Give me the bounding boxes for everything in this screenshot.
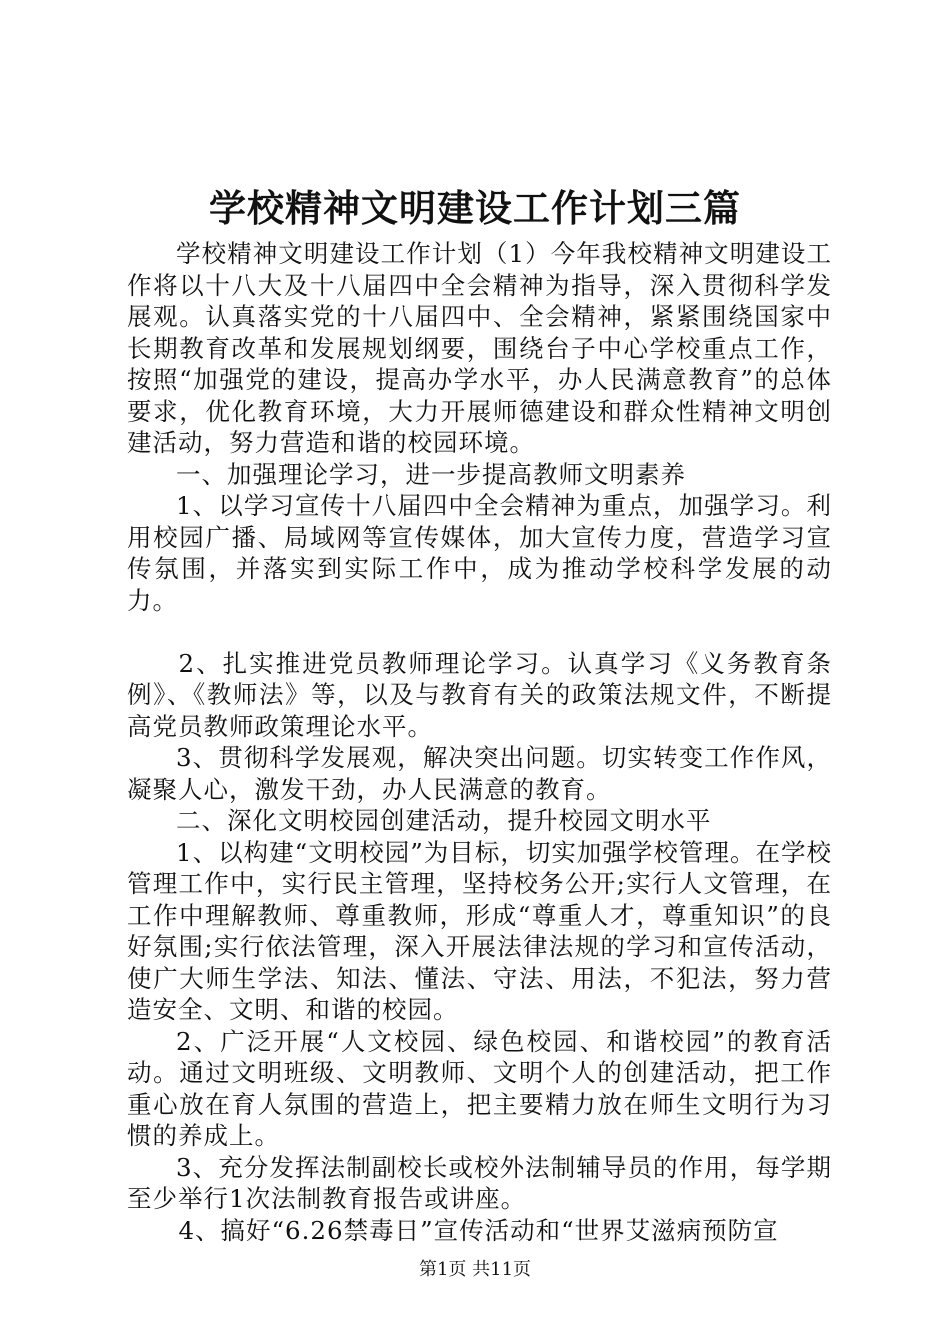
section-heading-1: 一、加强理论学习，进一步提高教师文明素养 bbox=[176, 459, 686, 489]
paragraph-2-3: 3、充分发挥法制副校长或校外法制辅导员的作用，每学期至少举行1次法制教育报告或讲座。 bbox=[127, 1152, 832, 1213]
document-title: 学校精神文明建设工作计划三篇 bbox=[209, 186, 741, 230]
paragraph-1-3: 3、贯彻科学发展观，解决突出问题。切实转变工作作风，凝聚人心，激发干劲，办人民满意的教育。 bbox=[127, 743, 832, 804]
page-footer: 第1页 共11页 bbox=[418, 1259, 532, 1280]
paragraph-1-1: 1、以学习宣传十八届四中全会精神为重点，加强学习。利用校园广播、局域网等宣传媒体，加大宣传力度，营造学习宣传氛围，并落实到实际工作中，成为推动学校科学发展的动力。 bbox=[127, 491, 832, 615]
paragraph-1-2: 2、扎实推进党员教师理论学习。认真学习《义务教育条例》、《教师法》等，以及与教育有关的政策法规文件，不断提高党员教师政策理论水平。 bbox=[127, 648, 832, 741]
paragraph-2-4: 4、搞好“6.26禁毒日”宣传活动和“世界艾滋病预防宣 bbox=[178, 1215, 779, 1245]
paragraph-2-1: 1、以构建“文明校园”为目标，切实加强学校管理。在学校管理工作中，实行民主管理，坚持校务公开;实行人文管理，在工作中理解教师、尊重教师，形成“尊重人才，尊重知识”的良好氛围;实行依法管理，深入开展法律法规的学习和宣传活动，使广大师生学法、知法、懂法、守法、用法，不犯法，努力营造安全、文明、和谐的校园。 bbox=[127, 837, 832, 1024]
section-heading-2: 二、深化文明校园创建活动，提升校园文明水平 bbox=[176, 806, 712, 835]
paragraph-intro: 学校精神文明建设工作计划（1）今年我校精神文明建设工作将以十八大及十八届四中全会精神为指导，深入贯彻科学发展观。认真落实党的十八届四中、全会精神，紧紧围绕国家中长期教育改革和发展规划纲要，围绕台子中心学校重点工作，按照“加强党的建设，提高办学水平，办人民满意教育”的总体要求，优化教育环境，大力开展师德建设和群众性精神文明创建活动，努力营造和谐的校园环境。 bbox=[127, 239, 832, 457]
paragraph-2-2: 2、广泛开展“人文校园、绿色校园、和谐校园”的教育活动。通过文明班级、文明教师、文明个人的创建活动，把工作重心放在育人氛围的营造上，把主要精力放在师生文明行为习惯的养成上。 bbox=[127, 1026, 832, 1150]
document-body bbox=[127, 238, 832, 1246]
